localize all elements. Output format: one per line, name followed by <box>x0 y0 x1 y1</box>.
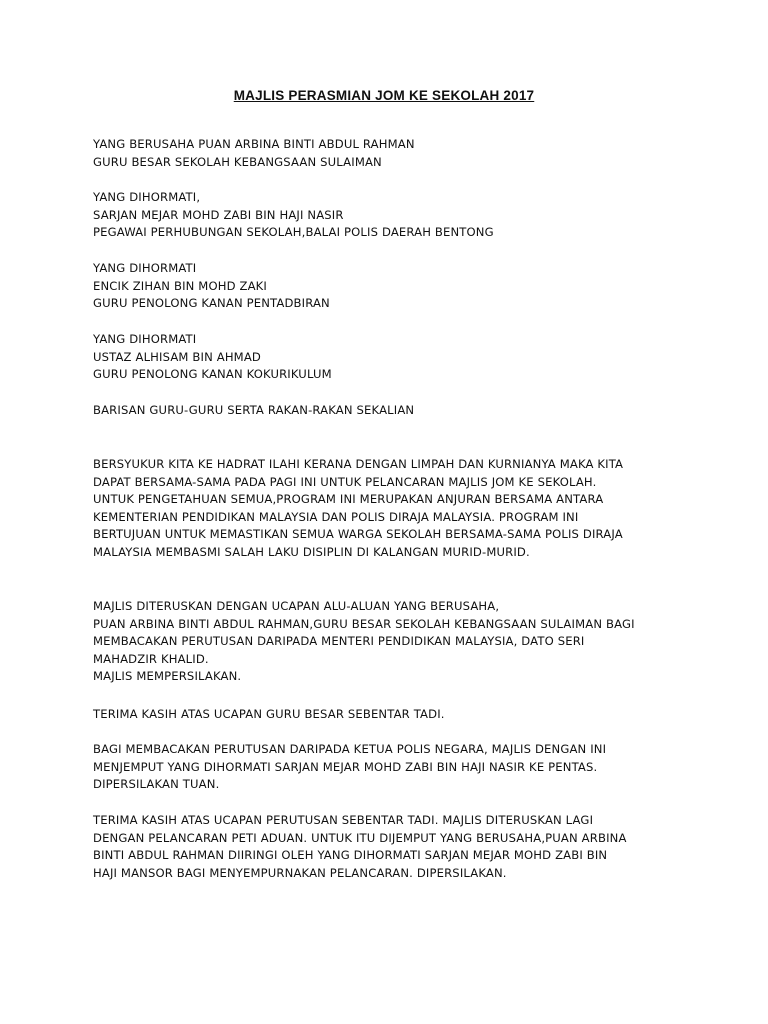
text-line: BARISAN GURU-GURU SERTA RAKAN-RAKAN SEKALIAN <box>93 403 415 417</box>
text-line: KEMENTERIAN PENDIDIKAN MALAYSIA DAN POLIS DIRAJA MALAYSIA. PROGRAM INI <box>93 509 579 524</box>
salutation-block <box>93 260 693 313</box>
text-line: DIPERSILAKAN TUAN. <box>93 777 220 792</box>
text-line: TERIMA KASIH ATAS UCAPAN GURU BESAR SEBENTAR TADI. <box>93 707 445 721</box>
body-paragraph <box>93 456 693 562</box>
text-line: HAJI MANSOR BAGI MENYEMPURNAKAN PELANCARAN. DIPERSILAKAN. <box>93 865 507 880</box>
salutation-block <box>93 331 693 384</box>
text-line: DENGAN PELANCARAN PETI ADUAN. UNTUK ITU DIJEMPUT YANG BERUSAHA,PUAN ARBINA <box>93 830 627 845</box>
text-line: YANG BERUSAHA PUAN ARBINA BINTI ABDUL RAHMAN <box>93 137 415 151</box>
text-line: YANG DIHORMATI, <box>93 190 201 204</box>
text-line: PEGAWAI PERHUBUNGAN SEKOLAH,BALAI POLIS DAERAH BENTONG <box>93 225 494 240</box>
text-line: TERIMA KASIH ATAS UCAPAN PERUTUSAN SEBENTAR TADI. MAJLIS DITERUSKAN LAGI <box>93 813 594 827</box>
body-paragraph <box>93 706 693 724</box>
text-line: MAJLIS MEMPERSILAKAN. <box>93 669 242 684</box>
body-paragraph <box>93 812 693 882</box>
text-line: BAGI MEMBACAKAN PERUTUSAN DARIPADA KETUA POLIS NEGARA, MAJLIS DENGAN INI <box>93 742 607 756</box>
text-line: BERSYUKUR KITA KE HADRAT ILAHI KERANA DENGAN LIMPAH DAN KURNIANYA MAKA KITA <box>93 457 624 471</box>
body-paragraph <box>93 741 693 794</box>
text-line: YANG DIHORMATI <box>93 332 197 346</box>
text-line: MAJLIS DITERUSKAN DENGAN UCAPAN ALU-ALUAN YANG BERUSAHA, <box>93 599 500 613</box>
text-line: PUAN ARBINA BINTI ABDUL RAHMAN,GURU BESAR SEKOLAH KEBANGSAAN SULAIMAN BAGI <box>93 616 635 631</box>
salutation-block <box>93 402 693 420</box>
page-title: MAJLIS PERASMIAN JOM KE SEKOLAH 2017 <box>233 88 535 103</box>
text-line: BERTUJUAN UNTUK MEMASTIKAN SEMUA WARGA SEKOLAH BERSAMA-SAMA POLIS DIRAJA <box>93 527 623 542</box>
text-line: YANG DIHORMATI <box>93 261 197 275</box>
text-line: USTAZ ALHISAM BIN AHMAD <box>93 349 261 364</box>
salutation-block <box>93 189 693 242</box>
salutation-block <box>93 136 693 171</box>
text-line: GURU PENOLONG KANAN KOKURIKULUM <box>93 367 332 382</box>
text-line: MEMBACAKAN PERUTUSAN DARIPADA MENTERI PENDIDIKAN MALAYSIA, DATO SERI <box>93 634 585 649</box>
body-paragraph <box>93 598 693 686</box>
text-line: DAPAT BERSAMA-SAMA PADA PAGI INI UNTUK PELANCARAN MAJLIS JOM KE SEKOLAH. <box>93 474 597 489</box>
text-line: GURU PENOLONG KANAN PENTADBIRAN <box>93 296 330 311</box>
text-line: MAHADZIR KHALID. <box>93 651 209 666</box>
text-line: UNTUK PENGETAHUAN SEMUA,PROGRAM INI MERUPAKAN ANJURAN BERSAMA ANTARA <box>93 492 604 507</box>
text-line: MENJEMPUT YANG DIHORMATI SARJAN MEJAR MOHD ZABI BIN HAJI NASIR KE PENTAS. <box>93 759 598 774</box>
text-line: GURU BESAR SEKOLAH KEBANGSAAN SULAIMAN <box>93 154 382 169</box>
text-line: SARJAN MEJAR MOHD ZABI BIN HAJI NASIR <box>93 207 344 222</box>
text-line: BINTI ABDUL RAHMAN DIIRINGI OLEH YANG DIHORMATI SARJAN MEJAR MOHD ZABI BIN <box>93 848 608 863</box>
text-line: MALAYSIA MEMBASMI SALAH LAKU DISIPLIN DI KALANGAN MURID-MURID. <box>93 544 530 559</box>
text-line: ENCIK ZIHAN BIN MOHD ZAKI <box>93 278 268 293</box>
